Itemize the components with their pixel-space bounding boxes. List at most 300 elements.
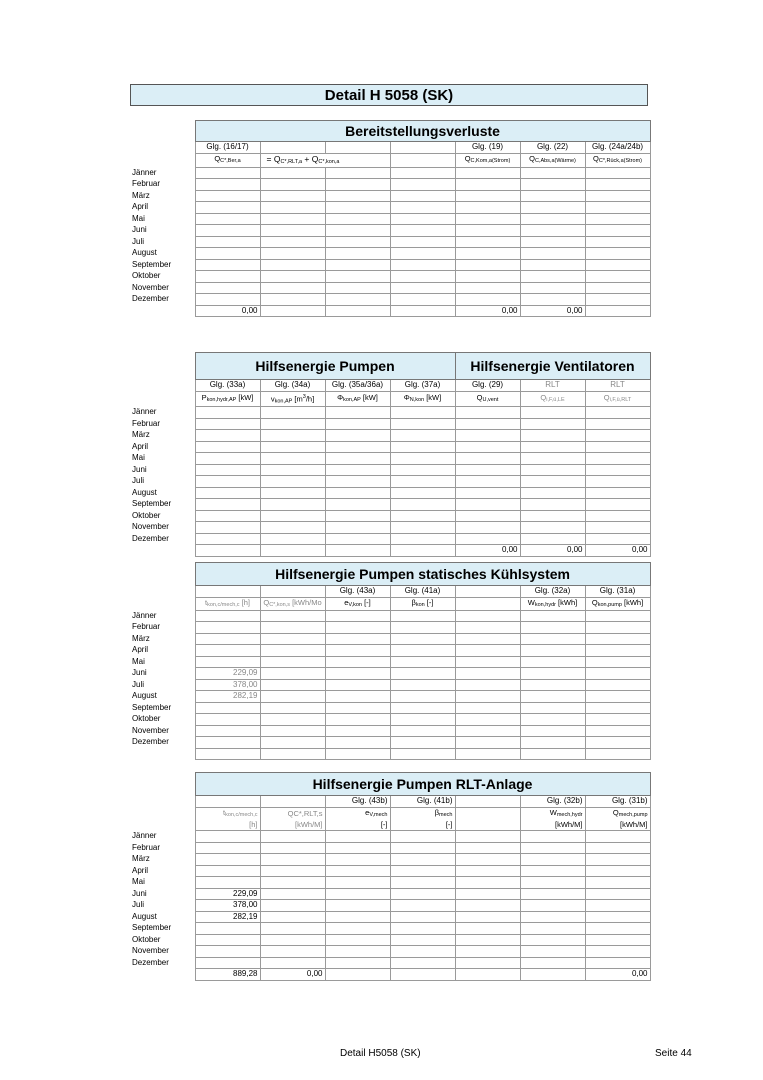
month-label: März <box>130 430 195 442</box>
data-cell <box>390 668 455 680</box>
month-row <box>130 831 650 843</box>
data-cell <box>585 499 650 511</box>
data-cell <box>260 934 325 946</box>
data-cell <box>390 679 455 691</box>
data-cell <box>260 294 325 306</box>
data-cell <box>260 923 325 935</box>
data-cell <box>260 236 325 248</box>
data-cell <box>520 725 585 737</box>
data-cell <box>585 865 650 877</box>
data-cell <box>195 737 260 749</box>
data-cell <box>455 418 520 430</box>
symbol-cell: $Q_{C,Kom,a(Strom)}$ <box>455 153 520 167</box>
symbol-row <box>130 391 650 407</box>
data-cell <box>520 645 585 657</box>
totals-row <box>130 305 650 317</box>
symbol-cell: $\Phi_{kon,AP}$ [kW] <box>325 391 390 407</box>
data-cell <box>585 510 650 522</box>
month-row <box>130 957 650 969</box>
data-cell <box>520 202 585 214</box>
month-row <box>130 934 650 946</box>
data-cell <box>520 679 585 691</box>
data-cell <box>325 248 390 260</box>
data-cell <box>585 656 650 668</box>
month-label: Oktober <box>130 510 195 522</box>
equation-ref: Glg. (24a/24b) <box>585 142 650 154</box>
month-label: Dezember <box>130 957 195 969</box>
data-cell <box>585 957 650 969</box>
data-cell <box>325 854 390 866</box>
month-label: März <box>130 854 195 866</box>
data-cell <box>585 725 650 737</box>
month-row <box>130 248 650 260</box>
data-cell <box>585 831 650 843</box>
month-row <box>130 522 650 534</box>
data-cell <box>520 248 585 260</box>
data-cell <box>195 510 260 522</box>
month-label: Juni <box>130 888 195 900</box>
data-cell <box>195 656 260 668</box>
total-cell <box>260 545 325 557</box>
data-cell <box>390 831 455 843</box>
month-row <box>130 487 650 499</box>
data-cell <box>585 533 650 545</box>
data-cell: 282,19 <box>195 911 260 923</box>
data-cell <box>325 865 390 877</box>
data-cell <box>195 645 260 657</box>
data-cell <box>585 679 650 691</box>
data-cell <box>260 633 325 645</box>
data-cell <box>260 282 325 294</box>
data-cell <box>325 487 390 499</box>
total-cell <box>390 305 455 317</box>
total-cell <box>260 305 325 317</box>
data-cell <box>195 407 260 419</box>
total-cell: 0,00 <box>520 545 585 557</box>
footer-document-name: Detail H5058 (SK) <box>340 1048 421 1059</box>
month-row <box>130 714 650 726</box>
month-label: November <box>130 522 195 534</box>
data-cell <box>455 831 520 843</box>
equation-ref: RLT <box>585 380 650 392</box>
data-cell <box>455 487 520 499</box>
data-cell <box>585 522 650 534</box>
data-cell <box>455 294 520 306</box>
data-cell <box>455 179 520 191</box>
unit-cell: [h] <box>195 820 260 831</box>
month-label: Juni <box>130 668 195 680</box>
month-label: Mai <box>130 877 195 889</box>
data-cell <box>195 453 260 465</box>
data-cell <box>195 225 260 237</box>
data-cell <box>325 522 390 534</box>
symbol-row <box>130 153 650 167</box>
total-cell <box>325 305 390 317</box>
month-label: August <box>130 248 195 260</box>
data-cell <box>520 476 585 488</box>
data-cell <box>325 430 390 442</box>
data-cell <box>325 633 390 645</box>
month-label: Juni <box>130 225 195 237</box>
data-cell <box>195 294 260 306</box>
data-cell <box>585 248 650 260</box>
data-cell <box>455 464 520 476</box>
data-cell <box>390 294 455 306</box>
month-label: September <box>130 259 195 271</box>
data-cell <box>260 213 325 225</box>
data-cell <box>260 510 325 522</box>
data-cell <box>325 282 390 294</box>
data-cell <box>520 294 585 306</box>
data-cell <box>195 441 260 453</box>
data-cell <box>325 923 390 935</box>
data-cell <box>195 842 260 854</box>
data-cell <box>520 946 585 958</box>
data-cell <box>325 946 390 958</box>
data-cell <box>195 271 260 283</box>
data-cell <box>585 633 650 645</box>
data-cell <box>260 499 325 511</box>
data-cell <box>260 957 325 969</box>
data-cell <box>455 499 520 511</box>
data-cell <box>585 213 650 225</box>
month-row <box>130 679 650 691</box>
month-row <box>130 633 650 645</box>
month-label: April <box>130 202 195 214</box>
data-cell <box>195 533 260 545</box>
data-cell <box>260 259 325 271</box>
data-cell <box>260 476 325 488</box>
data-cell <box>520 691 585 703</box>
data-cell <box>455 865 520 877</box>
data-cell <box>585 714 650 726</box>
data-cell <box>520 633 585 645</box>
equation-ref <box>260 142 325 154</box>
data-cell <box>195 430 260 442</box>
data-cell <box>390 610 455 622</box>
symbol-cell: $\beta_{mech}$ <box>390 807 455 820</box>
symbol-cell: $P_{kon,hydr,AP}$ [kW] <box>195 391 260 407</box>
data-cell <box>390 656 455 668</box>
data-cell <box>390 911 455 923</box>
data-cell <box>585 190 650 202</box>
equation-ref <box>390 142 455 154</box>
total-cell <box>195 545 260 557</box>
data-cell <box>260 202 325 214</box>
data-cell <box>195 865 260 877</box>
data-cell <box>455 957 520 969</box>
data-cell <box>455 842 520 854</box>
data-cell <box>520 271 585 283</box>
data-cell <box>520 522 585 534</box>
data-cell <box>195 282 260 294</box>
month-label: November <box>130 725 195 737</box>
data-cell <box>455 282 520 294</box>
data-cell <box>520 510 585 522</box>
month-row <box>130 282 650 294</box>
data-cell <box>455 725 520 737</box>
total-cell: 0,00 <box>260 969 325 981</box>
table-hilfsenergie-pumpen-ventilatoren <box>130 352 651 557</box>
data-cell <box>260 679 325 691</box>
month-label: Februar <box>130 179 195 191</box>
total-cell <box>585 305 650 317</box>
month-row <box>130 946 650 958</box>
data-cell <box>585 842 650 854</box>
data-cell <box>260 702 325 714</box>
data-cell <box>325 888 390 900</box>
data-cell <box>455 737 520 749</box>
symbol-cell: $Q_{U,vent}$ <box>455 391 520 407</box>
data-cell <box>585 464 650 476</box>
month-row <box>130 656 650 668</box>
data-cell <box>585 737 650 749</box>
data-cell <box>195 854 260 866</box>
total-cell <box>325 545 390 557</box>
month-row <box>130 213 650 225</box>
data-cell <box>325 668 390 680</box>
totals-row <box>130 545 650 557</box>
unit-row <box>130 820 650 831</box>
equation-ref: Glg. (34a) <box>260 380 325 392</box>
data-cell <box>520 418 585 430</box>
month-row <box>130 190 650 202</box>
data-cell <box>455 923 520 935</box>
data-cell <box>195 179 260 191</box>
data-cell <box>260 271 325 283</box>
data-cell <box>390 190 455 202</box>
data-cell <box>390 167 455 179</box>
data-cell <box>195 831 260 843</box>
data-cell <box>325 213 390 225</box>
data-cell <box>260 877 325 889</box>
data-cell <box>195 633 260 645</box>
data-cell <box>390 934 455 946</box>
data-cell <box>585 179 650 191</box>
section-title: Hilfsenergie Pumpen RLT-Anlage <box>195 773 650 796</box>
data-cell <box>325 202 390 214</box>
data-cell <box>325 702 390 714</box>
data-cell <box>195 725 260 737</box>
equation-ref <box>195 586 260 598</box>
equation-ref: Glg. (33a) <box>195 380 260 392</box>
data-cell <box>195 236 260 248</box>
data-cell <box>195 487 260 499</box>
data-cell <box>195 610 260 622</box>
data-cell <box>260 418 325 430</box>
data-cell <box>455 668 520 680</box>
data-cell <box>520 259 585 271</box>
month-row <box>130 725 650 737</box>
data-cell <box>260 190 325 202</box>
data-cell <box>260 487 325 499</box>
symbol-cell: $W_{kon,hydr}$ [kWh] <box>520 597 585 610</box>
data-cell <box>520 441 585 453</box>
equation-ref <box>195 796 260 808</box>
month-label: Februar <box>130 622 195 634</box>
data-cell <box>260 737 325 749</box>
month-row <box>130 294 650 306</box>
data-cell <box>195 702 260 714</box>
data-cell <box>390 476 455 488</box>
data-cell <box>520 487 585 499</box>
month-label: Jänner <box>130 167 195 179</box>
data-cell <box>390 213 455 225</box>
data-cell <box>390 236 455 248</box>
data-cell <box>520 464 585 476</box>
data-cell <box>520 236 585 248</box>
data-cell <box>260 831 325 843</box>
total-cell <box>455 969 520 981</box>
data-cell <box>585 854 650 866</box>
data-cell <box>520 499 585 511</box>
data-cell <box>455 888 520 900</box>
data-cell <box>520 179 585 191</box>
data-cell <box>195 464 260 476</box>
data-cell <box>585 934 650 946</box>
data-cell <box>260 865 325 877</box>
symbol-cell: $Q_{i,F,ü,LE}$ <box>520 391 585 407</box>
data-cell <box>455 679 520 691</box>
month-row <box>130 418 650 430</box>
data-cell <box>260 441 325 453</box>
unit-cell: [kWh/M] <box>585 820 650 831</box>
symbol-cell: $e_{V,mech}$ <box>325 807 390 820</box>
data-cell <box>585 407 650 419</box>
data-cell <box>195 714 260 726</box>
month-label: Dezember <box>130 533 195 545</box>
section-title: Hilfsenergie Pumpen <box>195 353 455 380</box>
data-cell <box>325 725 390 737</box>
equation-ref: Glg. (35a/36a) <box>325 380 390 392</box>
data-cell <box>195 418 260 430</box>
data-cell <box>455 190 520 202</box>
symbol-cell: QC*,RLT,s <box>260 807 325 820</box>
month-label: Jänner <box>130 610 195 622</box>
data-cell <box>455 453 520 465</box>
data-cell <box>260 533 325 545</box>
symbol-cell: $W_{mech,hydr}$ <box>520 807 585 820</box>
equation-row <box>130 796 650 808</box>
month-row <box>130 691 650 703</box>
data-cell <box>325 179 390 191</box>
symbol-cell: $Q_{C*,kon,s}$ [kWh/Mo <box>260 597 325 610</box>
data-cell <box>325 831 390 843</box>
data-cell <box>390 854 455 866</box>
data-cell <box>585 418 650 430</box>
equation-ref: RLT <box>520 380 585 392</box>
data-cell <box>520 407 585 419</box>
month-row <box>130 179 650 191</box>
month-row <box>130 441 650 453</box>
data-cell <box>195 522 260 534</box>
data-cell <box>585 202 650 214</box>
data-cell <box>325 714 390 726</box>
data-cell <box>390 441 455 453</box>
data-cell <box>325 441 390 453</box>
month-row <box>130 499 650 511</box>
data-cell <box>195 946 260 958</box>
totals-row <box>130 748 650 760</box>
data-cell <box>325 271 390 283</box>
month-row <box>130 622 650 634</box>
month-row <box>130 271 650 283</box>
equation-row <box>130 586 650 598</box>
equation-row <box>130 142 650 154</box>
equation-ref: Glg. (16/17) <box>195 142 260 154</box>
data-cell: 378,00 <box>195 900 260 912</box>
month-label: Juli <box>130 900 195 912</box>
data-cell <box>585 877 650 889</box>
month-label: Oktober <box>130 714 195 726</box>
month-row <box>130 737 650 749</box>
month-label: Mai <box>130 656 195 668</box>
data-cell <box>390 179 455 191</box>
data-cell <box>455 610 520 622</box>
data-cell <box>585 441 650 453</box>
data-cell <box>325 656 390 668</box>
data-cell <box>455 854 520 866</box>
symbol-cell: $\Phi_{N,kon}$ [kW] <box>390 391 455 407</box>
month-label: Juli <box>130 679 195 691</box>
data-cell <box>390 430 455 442</box>
data-cell <box>325 464 390 476</box>
data-cell <box>325 476 390 488</box>
data-cell <box>520 190 585 202</box>
data-cell <box>390 499 455 511</box>
data-cell <box>455 877 520 889</box>
month-label: Oktober <box>130 271 195 283</box>
month-label: Juni <box>130 464 195 476</box>
data-cell <box>520 865 585 877</box>
data-cell <box>325 190 390 202</box>
data-cell <box>325 934 390 946</box>
symbol-cell: $Q_{C,Abs,a(Wärme)}$ <box>520 153 585 167</box>
data-cell <box>390 725 455 737</box>
data-cell <box>260 430 325 442</box>
unit-cell: [-] <box>325 820 390 831</box>
equation-ref: Glg. (22) <box>520 142 585 154</box>
data-cell <box>455 934 520 946</box>
data-cell <box>390 877 455 889</box>
month-label: April <box>130 441 195 453</box>
data-cell <box>455 213 520 225</box>
month-row <box>130 430 650 442</box>
section-title: Bereitstellungsverluste <box>195 121 650 142</box>
data-cell <box>195 259 260 271</box>
total-cell: 0,00 <box>585 969 650 981</box>
month-label: Februar <box>130 418 195 430</box>
month-label: September <box>130 702 195 714</box>
data-cell <box>390 202 455 214</box>
total-cell: 0,00 <box>585 545 650 557</box>
data-cell <box>390 622 455 634</box>
data-cell <box>520 854 585 866</box>
month-label: Jänner <box>130 831 195 843</box>
data-cell <box>260 453 325 465</box>
month-label: April <box>130 865 195 877</box>
data-cell <box>520 923 585 935</box>
data-cell <box>195 248 260 260</box>
data-cell <box>585 923 650 935</box>
data-cell <box>390 487 455 499</box>
data-cell <box>520 842 585 854</box>
data-cell <box>260 248 325 260</box>
data-cell <box>520 900 585 912</box>
month-row <box>130 610 650 622</box>
month-row <box>130 225 650 237</box>
data-cell <box>585 259 650 271</box>
